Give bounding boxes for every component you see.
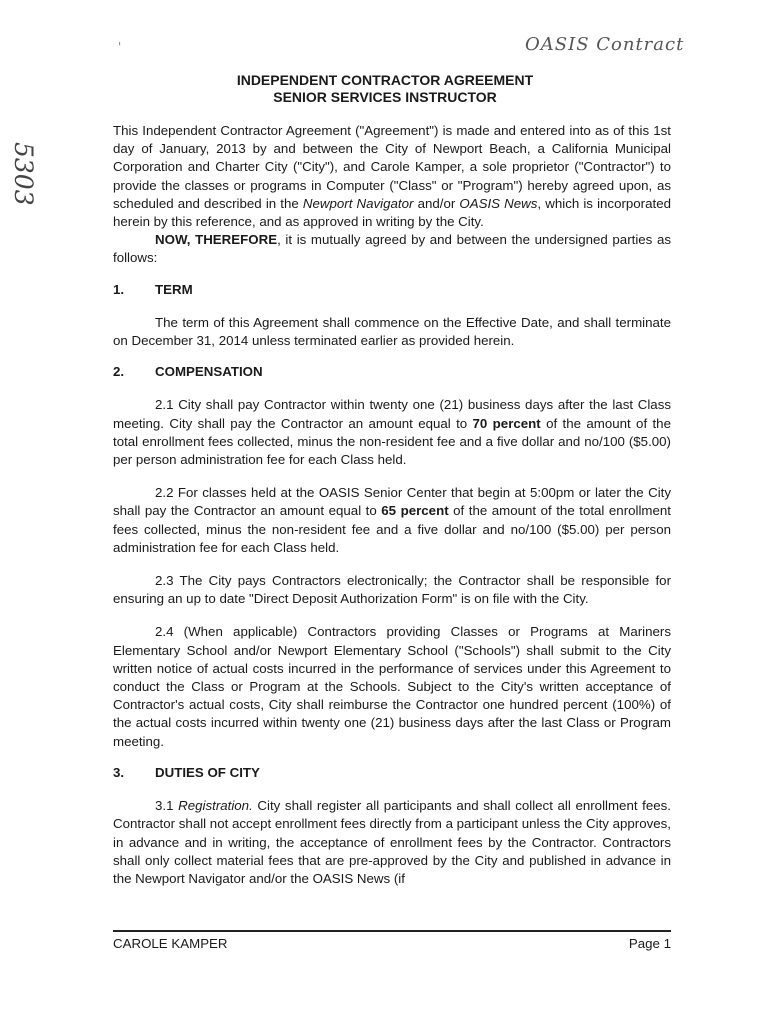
intro-text-a: This Independent Contractor Agreement ("Agreement") is made and entered into as of this 1st day of January, 2013 by and between the City of Newport Beach, a California Municipal Corporation and Charter City ("City"), and Carole Kamper, a sole proprietor ("Contractor") to provide the classes or programs in Computer ("Class" or "Program") hereby agreed upon, as scheduled and described in the [113,123,671,211]
therefore-text: , it is mutually agreed by and between the undersigned parties as follows: [113,232,671,266]
clause-3-1-label: Registration. [178,798,253,814]
clause-3-1 [113,797,671,888]
clause-2-1-percent: 70 percent [472,415,541,431]
clause-2-2-text-b: of the amount of the total enrollment fees collected, minus the non-resident fee and a five dollar and no/100 ($5.00) per person administration fee for each Class held. [113,503,671,555]
intro-publication-2: OASIS News [459,195,538,211]
section-2-number: 2. [113,364,125,380]
intro-text-c: , which is incorporated herein by this reference, and as approved in writing by the City. [113,195,671,230]
clause-3-1-text: City shall register all participants and shall collect all enrollment fees. Contractor shall not accept enrollment fees directly from a participant unless the City approves, in advance and in writing, the acceptance of enrollment fees by the Contractor. Contractors shall only collect material fees that are pre-approved by the City and published in advance in the Newport Navigator and/or the OASIS News (if [113,798,671,886]
section-1-number: 1. [113,281,125,297]
title-line-2: SENIOR SERVICES INSTRUCTOR [273,89,497,105]
section-2-title: COMPENSATION [155,364,263,380]
clause-2-1-text-a: 2.1 City shall pay Contractor within twenty one (21) business days after the last Class meeting. City shall pay the Contractor an amount equal to [113,397,671,431]
clause-2-4: 2.4 (When applicable) Contractors providing Classes or Programs at Mariners Elementary School and/or Newport Elementary School ("Schools") shall submit to the City written notice of actual costs incurred in the performance of services under this Agreement to conduct the Class or Program at the Schools. Subject to the City's written acceptance of Contractor's actual costs, City shall reimburse the Contractor one hundred percent (100%) of the actual costs incurred within twenty one (21) business days after the last Class or Program meeting. [113,624,671,749]
section-1-title: TERM [155,281,193,297]
clause-2-3: 2.3 The City pays Contractors electronically; the Contractor shall be responsible for ensuring an up to date "Direct Deposit Authorization Form" is on file with the City. [113,573,671,607]
handwritten-note: OASIS Contract [525,34,685,55]
section-3-heading [113,764,671,782]
clause-2-1 [113,396,671,469]
section-3-title: DUTIES OF CITY [155,764,260,780]
document-body [113,122,671,888]
therefore-bold: NOW, THEREFORE [155,232,278,248]
footer-divider [113,930,671,932]
footer-page-number: Page 1 [628,936,671,951]
clause-3-1-number: 3.1 [155,798,179,814]
clause-2-1-text-b: of the amount of the total enrollment fees collected, minus the non-resident fee and a five dollar and no/100 ($5.00) per person administration fee for each Class held. [113,415,671,468]
handwritten-margin-number: 5303 [9,142,38,206]
section-2-heading [113,363,671,381]
therefore-paragraph [113,231,671,267]
section-1-paragraph: The term of this Agreement shall commence on the Effective Date, and shall terminate on December 31, 2014 unless terminated earlier as provided herein. [113,314,671,349]
title-line-1: INDEPENDENT CONTRACTOR AGREEMENT [236,72,534,88]
clause-2-2 [113,484,671,557]
section-3-number: 3. [113,764,125,780]
handwritten-tick: ' [118,40,122,54]
intro-text-b: and/or [413,195,460,211]
intro-publication-1: Newport Navigator [302,195,414,211]
clause-2-2-percent: 65 percent [381,503,449,519]
section-1-heading [113,281,671,299]
clause-2-2-text-a: 2.2 For classes held at the OASIS Senior Center that begin at 5:00pm or later the City shall pay the Contractor an amount equal to [113,485,671,519]
footer-contractor-name: CAROLE KAMPER [113,936,228,951]
intro-paragraph [113,122,671,231]
document-title [0,72,770,106]
